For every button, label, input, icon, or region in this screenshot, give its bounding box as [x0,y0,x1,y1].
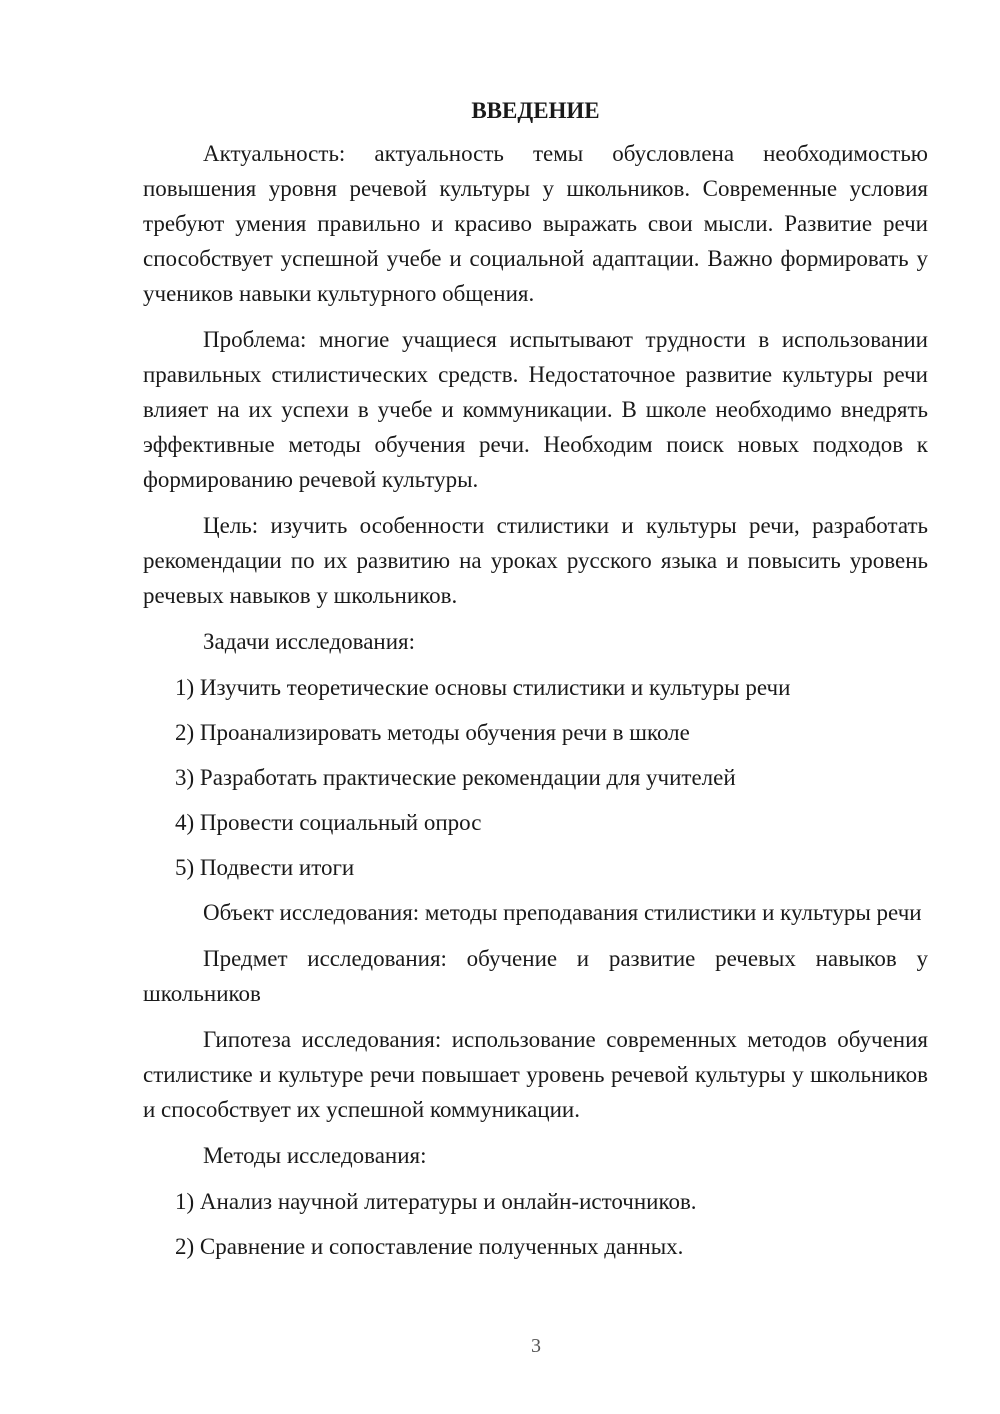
list-item: 2) Проанализировать методы обучения речи в школе [175,720,690,745]
list-item: 5) Подвести итоги [175,855,355,880]
methods-heading: Методы исследования: [203,1143,427,1168]
subject-paragraph: Предмет исследования: обучение и развитие речевых навыков у школьников [143,946,928,1006]
tasks-heading: Задачи исследования: [203,629,416,654]
hypothesis-paragraph: Гипотеза исследования: использование современных методов обучения стилистике и культуре речи повышает уровень речевой культуры у школьников и способствует их успешной коммуникации. [143,1027,928,1122]
section-title: ВВЕДЕНИЕ [471,98,600,123]
list-item: 1) Изучить теоретические основы стилистики и культуры речи [175,675,791,700]
object-paragraph: Объект исследования: методы преподавания стилистики и культуры речи [203,900,922,925]
list-item: 4) Провести социальный опрос [175,810,482,835]
tasks-list [143,670,928,885]
list-item: 1) Анализ научной литературы и онлайн-источников. [175,1189,697,1214]
list-item: 3) Разработать практические рекомендации для учителей [175,765,736,790]
goal-paragraph: Цель: изучить особенности стилистики и культуры речи, разработать рекомендации по их развитию на уроках русского языка и повысить уровень речевых навыков у школьников. [143,513,928,608]
page-content [143,96,928,1274]
problem-paragraph: Проблема: многие учащиеся испытывают трудности в использовании правильных стилистических средств. Недостаточное развитие культуры речи влияет на их успехи в учебе и коммуникации. В школе необходимо внедрять эффективные методы обучения речи. Необходим поиск новых подходов к формированию речевой культуры. [143,327,928,492]
list-item: 2) Сравнение и сопоставление полученных данных. [175,1234,684,1259]
methods-list [143,1184,928,1264]
page-number: 3 [531,1335,541,1357]
relevance-paragraph: Актуальность: актуальность темы обусловлена необходимостью повышения уровня речевой культуры у школьников. Современные условия требуют умения правильно и красиво выражать свои мысли. Развитие речи способствует успешной учебе и социальной адаптации. Важно формировать у учеников навыки культурного общения. [143,141,928,306]
